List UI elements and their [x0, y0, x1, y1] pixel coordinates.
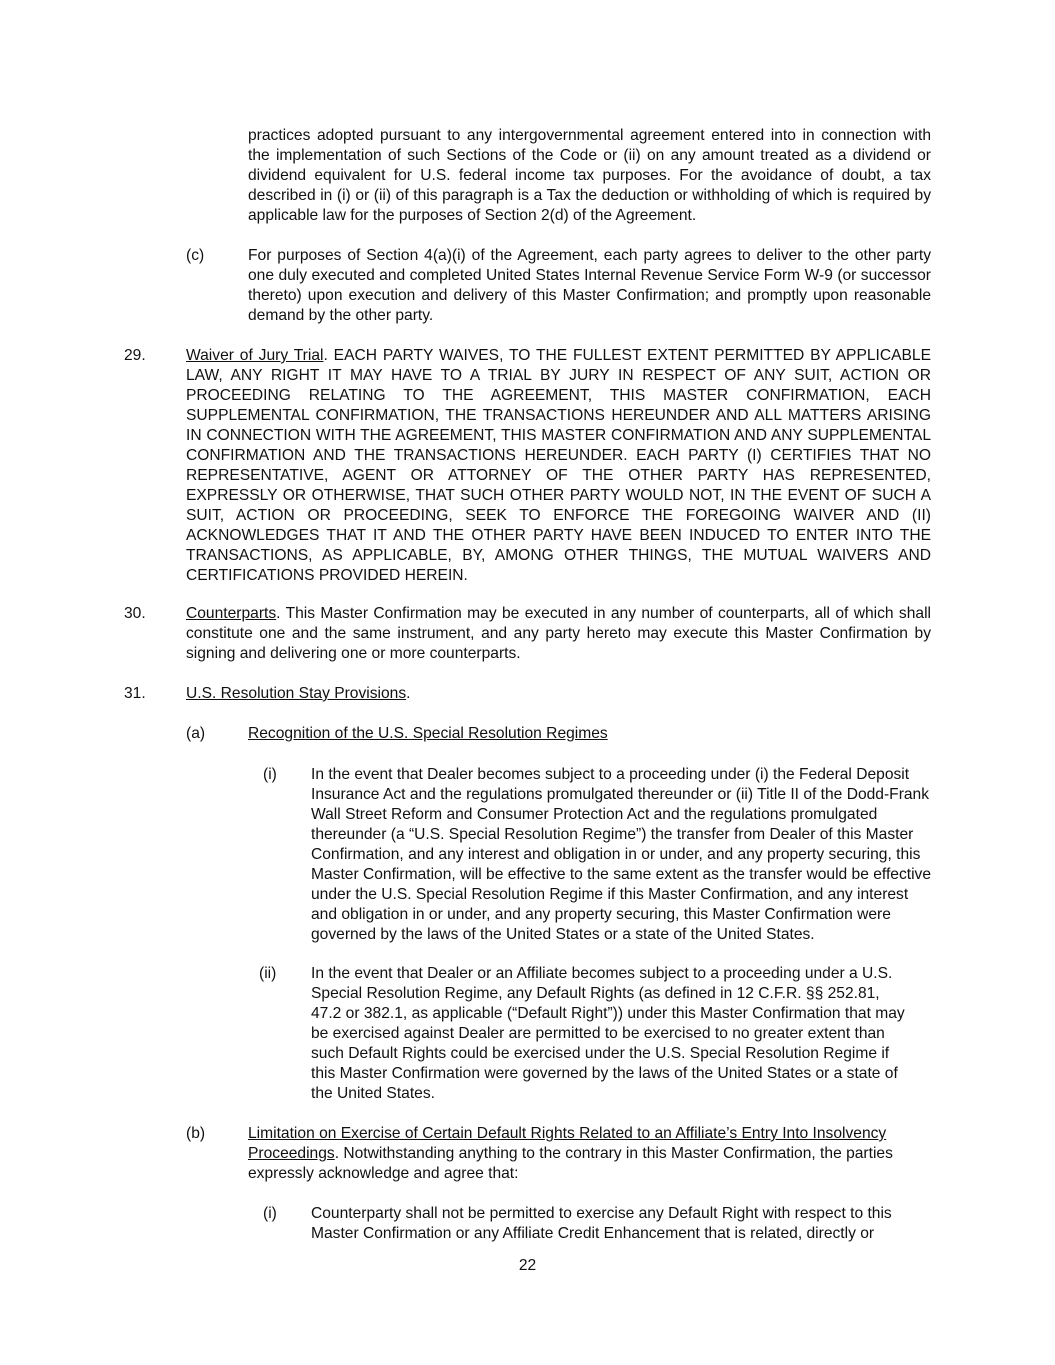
section-28-continuation: practices adopted pursuant to any intergovernmental agreement entered into in connection with the implementation of such Sections of the Code or (ii) on any amount treated as a dividend or dividend equivalent for U.S. federal income tax purposes. For the avoidance of doubt, a tax described in (i) or (ii) of this paragraph is a Tax the deduction or withholding of which is required by applicable law for the purposes of Section 2(d) of the Agreement. — [248, 127, 931, 224]
section-31a-ii-text: In the event that Dealer or an Affiliate becomes subject to a proceeding under a U.S. Special Resolution Regime, any Default Rights (as defined in 12 C.F.R. §§ 252.81, 47.2 or 382.1, as applicable (“Default Right”)) under this Master Confirmation that may be exercised against Dealer are permitted to be exercised to no greater extent than such Default Rights could be exercised under the U.S. Special Resolution Regime if this Master Confirmation were governed by the laws of the United States or a state of the United States. — [311, 965, 905, 1102]
section-31a-label: (a) — [186, 725, 206, 742]
section-31a-i-text: In the event that Dealer becomes subject to a proceeding under (i) the Federal Deposit Insurance Act and the regulations promulgated thereunder or (ii) Title II of the Dodd-Frank Wall Street Reform and Consumer Protection Act and the regulations promulgated thereunder (a “U.S. Special Resolution Regime”) the transfer from Dealer of this Master Confirmation, and any interest and obligation in or under, and any property securing, this Master Confirmation, will be effective to the same extent as the transfer would be effective under the U.S. Special Resolution Regime if this Master Confirmation, and any interest and obligation in or under, and any property securing, this Master Confirmation were governed by the laws of the United States or a state of the United States. — [311, 766, 932, 943]
section-31a-heading-line — [248, 724, 931, 744]
section-31b-body: . Notwithstanding anything to the contrary in this Master Confirmation, the parties expressly acknowledge and agree that: — [248, 1145, 893, 1182]
section-31-heading-end: . — [406, 685, 411, 702]
page-number: 22 — [518, 1257, 537, 1274]
section-31b-i-label: (i) — [263, 1205, 277, 1222]
section-30-text — [186, 604, 931, 664]
section-28c-label: (c) — [186, 247, 205, 264]
section-31b-heading: Limitation on Exercise of Certain Default Rights Related to an Affiliate’s Entry Into Insolvency Proceedings — [248, 1125, 887, 1162]
section-30-number: 30. — [124, 605, 146, 622]
section-29-body: . EACH PARTY WAIVES, TO THE FULLEST EXTENT PERMITTED BY APPLICABLE LAW, ANY RIGHT IT MAY HAVE TO A TRIAL BY JURY IN RESPECT OF ANY SUIT, ACTION OR PROCEEDING RELATING TO THE AGREEMENT, THIS MASTER CONFIRMATION, EACH SUPPLEMENTAL CONFIRMATION, THE TRANSACTIONS HEREUNDER AND ALL MATTERS ARISING IN CONNECTION WITH THE AGREEMENT, THIS MASTER CONFIRMATION AND ANY SUPPLEMENTAL CONFIRMATION AND THE TRANSACTIONS HEREUNDER. EACH PARTY (I) CERTIFIES THAT NO REPRESENTATIVE, AGENT OR ATTORNEY OF THE OTHER PARTY HAS REPRESENTED, EXPRESSLY OR OTHERWISE, THAT SUCH OTHER PARTY WOULD NOT, IN THE EVENT OF SUCH A SUIT, ACTION OR PROCEEDING, SEEK TO ENFORCE THE FOREGOING WAIVER AND (II) ACKNOWLEDGES THAT IT AND THE OTHER PARTY HAVE BEEN INDUCED TO ENTER INTO THE TRANSACTIONS, AS APPLICABLE, BY, AMONG OTHER THINGS, THE MUTUAL WAIVERS AND CERTIFICATIONS PROVIDED HEREIN. — [186, 347, 931, 584]
section-31b-i-text: Counterparty shall not be permitted to exercise any Default Right with respect to this Master Confirmation or any Affiliate Credit Enhancement that is related, directly or — [311, 1205, 892, 1242]
section-29-text — [186, 346, 931, 586]
section-31a-ii-label: (ii) — [259, 965, 277, 982]
section-28c-text: For purposes of Section 4(a)(i) of the Agreement, each party agrees to deliver to the other party one duly executed and completed United States Internal Revenue Service Form W-9 (or successor thereto) upon execution and delivery of this Master Confirmation; and promptly upon reasonable demand by the other party. — [248, 247, 931, 324]
section-31-heading: U.S. Resolution Stay Provisions — [186, 685, 407, 702]
section-31-heading-line — [186, 684, 931, 704]
section-31a-heading: Recognition of the U.S. Special Resolution Regimes — [248, 725, 608, 742]
section-31a-i-label: (i) — [263, 766, 277, 783]
section-31b-label: (b) — [186, 1125, 206, 1142]
section-29-heading: Waiver of Jury Trial — [186, 347, 324, 364]
section-29-number: 29. — [124, 347, 146, 364]
section-30-body: . This Master Confirmation may be executed in any number of counterparts, all of which shall constitute one and the same instrument, and any party hereto may execute this Master Confirmation by signing and delivering one or more counterparts. — [186, 605, 931, 662]
section-30-heading: Counterparts — [186, 605, 277, 622]
section-31b-text — [248, 1124, 914, 1184]
section-31-number: 31. — [124, 685, 146, 702]
